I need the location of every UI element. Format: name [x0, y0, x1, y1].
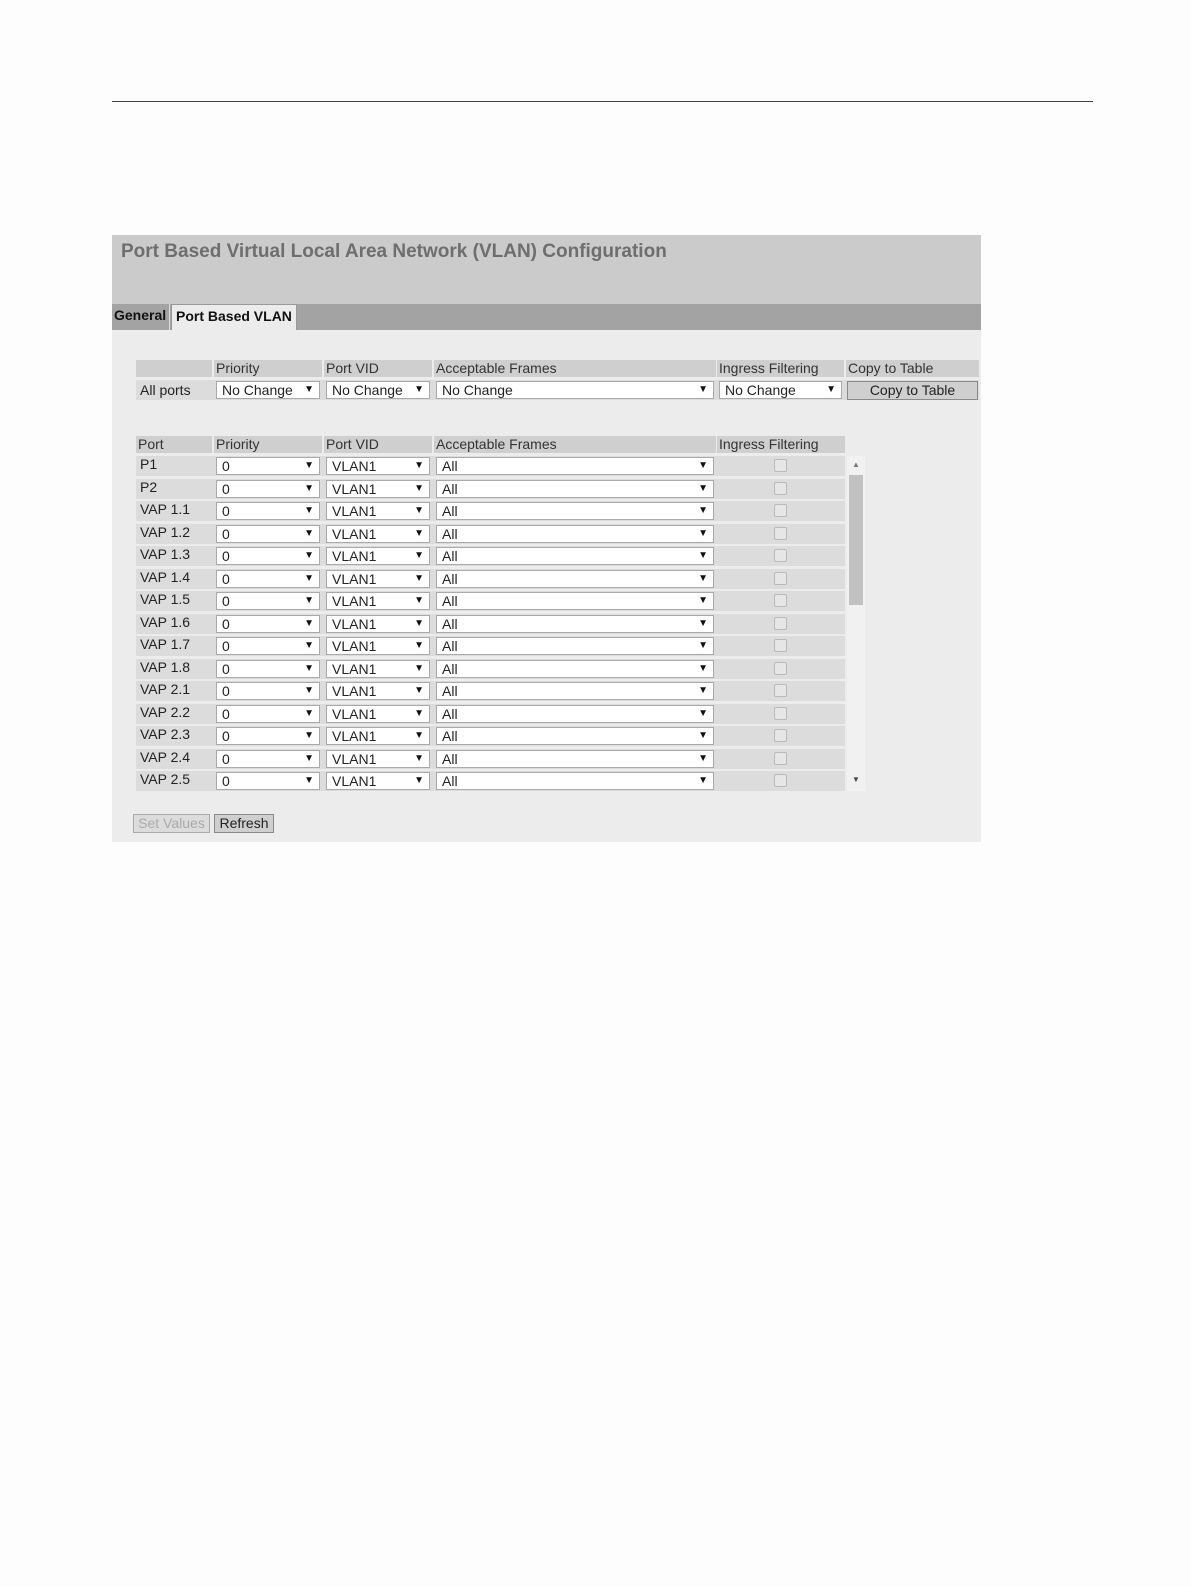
priority-select[interactable]: [216, 705, 320, 723]
tab-port-based-vlan[interactable]: Port Based VLAN: [171, 304, 297, 330]
dropdown-arrow-icon: ▼: [698, 482, 708, 494]
dropdown-arrow-icon: ▼: [698, 707, 708, 719]
dropdown-arrow-icon: ▼: [698, 572, 708, 584]
port-vid-select[interactable]: [326, 592, 430, 610]
port-label: VAP 2.3: [140, 726, 191, 742]
acceptable-frames-select[interactable]: [436, 727, 714, 745]
global-header-ingress-filtering: Ingress Filtering: [717, 360, 844, 377]
ingress-filtering-checkbox[interactable]: [774, 504, 787, 517]
dropdown-arrow-icon: ▼: [304, 662, 314, 674]
dropdown-arrow-icon: ▼: [304, 595, 314, 606]
dropdown-arrow-icon: ▼: [414, 550, 424, 561]
acceptable-frames-select[interactable]: [436, 637, 714, 655]
dropdown-arrow-icon: ▼: [414, 707, 424, 719]
priority-select[interactable]: [216, 502, 320, 520]
dropdown-arrow-icon: ▼: [698, 730, 708, 741]
port-vid-select[interactable]: [326, 750, 430, 768]
port-label: VAP 1.4: [140, 568, 191, 585]
dropdown-arrow-icon: ▼: [304, 685, 314, 696]
dropdown-arrow-icon: ▼: [414, 460, 424, 471]
priority-select[interactable]: [216, 570, 320, 588]
acceptable-frames-select-value: All: [442, 593, 458, 609]
priority-select-value: 0: [222, 480, 230, 497]
priority-select-value: 0: [222, 660, 230, 677]
page-title: Port Based Virtual Local Area Network (VLAN) Configuration: [121, 241, 667, 262]
dropdown-arrow-icon: ▼: [304, 730, 314, 741]
priority-select[interactable]: [216, 750, 320, 768]
ingress-filtering-checkbox[interactable]: [774, 572, 787, 585]
acceptable-frames-select[interactable]: [436, 592, 714, 610]
acceptable-frames-select[interactable]: [436, 705, 714, 723]
priority-select-value: 0: [222, 638, 230, 654]
ingress-filtering-checkbox[interactable]: [774, 617, 787, 630]
all-ports-ingress-select[interactable]: [719, 381, 842, 399]
all-ports-frames-value: No Change: [442, 382, 513, 398]
priority-select-value: 0: [222, 615, 230, 632]
acceptable-frames-select-value: All: [442, 660, 458, 677]
acceptable-frames-select[interactable]: [436, 750, 714, 768]
dropdown-arrow-icon: ▼: [698, 505, 708, 516]
global-header-blank: [136, 360, 212, 377]
tab-general[interactable]: General: [112, 304, 170, 330]
dropdown-arrow-icon: ▼: [698, 384, 708, 395]
priority-select[interactable]: [216, 592, 320, 610]
ingress-filtering-checkbox[interactable]: [774, 527, 787, 540]
dropdown-arrow-icon: ▼: [826, 384, 836, 395]
ingress-filtering-checkbox[interactable]: [774, 639, 787, 652]
table-scrollbar-thumb[interactable]: [849, 475, 863, 605]
port-vid-select-value: VLAN1: [332, 750, 377, 767]
table-header-port: Port: [136, 436, 212, 453]
priority-select[interactable]: [216, 525, 320, 543]
acceptable-frames-select[interactable]: [436, 660, 714, 678]
port-vid-select-value: VLAN1: [332, 458, 377, 474]
ingress-filtering-checkbox[interactable]: [774, 549, 787, 562]
acceptable-frames-select-value: All: [442, 773, 458, 789]
priority-select-value: 0: [222, 503, 230, 519]
set-values-button[interactable]: Set Values: [133, 814, 210, 833]
ingress-filtering-checkbox[interactable]: [774, 684, 787, 697]
acceptable-frames-select[interactable]: [436, 682, 714, 700]
acceptable-frames-select[interactable]: [436, 525, 714, 543]
acceptable-frames-select[interactable]: [436, 570, 714, 588]
dropdown-arrow-icon: ▼: [698, 640, 708, 651]
dropdown-arrow-icon: ▼: [414, 572, 424, 584]
port-label: VAP 1.6: [140, 613, 191, 630]
vlan-config-panel: [112, 235, 981, 842]
ingress-filtering-checkbox[interactable]: [774, 594, 787, 607]
dropdown-arrow-icon: ▼: [304, 640, 314, 651]
dropdown-arrow-icon: ▼: [304, 752, 314, 764]
port-vid-select[interactable]: [326, 615, 430, 633]
port-vid-select[interactable]: [326, 480, 430, 498]
acceptable-frames-select-value: All: [442, 638, 458, 654]
acceptable-frames-select-value: All: [442, 525, 458, 542]
dropdown-arrow-icon: ▼: [698, 550, 708, 561]
priority-select-value: 0: [222, 773, 230, 789]
global-header-copy-to-table: Copy to Table: [846, 360, 979, 377]
port-label: VAP 2.2: [140, 703, 191, 720]
port-vid-select-value: VLAN1: [332, 503, 377, 519]
priority-select-value: 0: [222, 728, 230, 744]
global-header-port-vid: Port VID: [324, 360, 432, 377]
port-label: VAP 1.7: [140, 636, 191, 652]
global-header-acceptable-frames: Acceptable Frames: [434, 360, 716, 377]
dropdown-arrow-icon: ▼: [304, 617, 314, 629]
dropdown-arrow-icon: ▼: [414, 730, 424, 741]
acceptable-frames-select-value: All: [442, 615, 458, 632]
port-label: VAP 2.1: [140, 681, 191, 697]
port-vid-select[interactable]: [326, 637, 430, 655]
ingress-filtering-checkbox[interactable]: [774, 774, 787, 787]
dropdown-arrow-icon: ▼: [414, 384, 424, 395]
port-vid-select[interactable]: [326, 660, 430, 678]
port-vid-select-value: VLAN1: [332, 638, 377, 654]
priority-select-value: 0: [222, 525, 230, 542]
all-ports-priority-value: No Change: [222, 382, 293, 398]
priority-select-value: 0: [222, 683, 230, 699]
priority-select[interactable]: [216, 772, 320, 790]
acceptable-frames-select-value: All: [442, 548, 458, 564]
dropdown-arrow-icon: ▼: [414, 775, 424, 786]
scroll-up-icon[interactable]: ▲: [852, 460, 860, 469]
ingress-filtering-checkbox[interactable]: [774, 459, 787, 472]
priority-select[interactable]: [216, 637, 320, 655]
priority-select[interactable]: [216, 547, 320, 565]
acceptable-frames-select-value: All: [442, 570, 458, 587]
port-label: VAP 2.5: [140, 771, 191, 787]
dropdown-arrow-icon: ▼: [698, 662, 708, 674]
dropdown-arrow-icon: ▼: [698, 617, 708, 629]
priority-select-value: 0: [222, 593, 230, 609]
dropdown-arrow-icon: ▼: [414, 482, 424, 494]
dropdown-arrow-icon: ▼: [698, 752, 708, 764]
ingress-filtering-checkbox[interactable]: [774, 729, 787, 742]
priority-select-value: 0: [222, 458, 230, 474]
dropdown-arrow-icon: ▼: [304, 550, 314, 561]
acceptable-frames-select-value: All: [442, 728, 458, 744]
dropdown-arrow-icon: ▼: [304, 460, 314, 471]
acceptable-frames-select[interactable]: [436, 547, 714, 565]
scroll-down-icon[interactable]: ▼: [852, 775, 860, 784]
port-vid-select[interactable]: [326, 772, 430, 790]
acceptable-frames-select-value: All: [442, 750, 458, 767]
dropdown-arrow-icon: ▼: [698, 685, 708, 696]
port-label: VAP 1.2: [140, 523, 191, 540]
acceptable-frames-select[interactable]: [436, 502, 714, 520]
all-ports-vid-value: No Change: [332, 382, 403, 398]
table-header-acceptable-frames: Acceptable Frames: [434, 436, 716, 453]
title-bar: [112, 235, 981, 304]
port-vid-select-value: VLAN1: [332, 660, 377, 677]
port-vid-select[interactable]: [326, 705, 430, 723]
all-ports-ingress-value: No Change: [725, 382, 796, 398]
page-rule: [112, 101, 1093, 102]
priority-select-value: 0: [222, 570, 230, 587]
dropdown-arrow-icon: ▼: [304, 505, 314, 516]
ingress-filtering-checkbox[interactable]: [774, 482, 787, 495]
port-label: P2: [140, 478, 158, 495]
tab-bar: [112, 304, 981, 330]
priority-select[interactable]: [216, 615, 320, 633]
priority-select[interactable]: [216, 682, 320, 700]
priority-select-value: 0: [222, 705, 230, 722]
port-vid-select-value: VLAN1: [332, 728, 377, 744]
ingress-filtering-checkbox[interactable]: [774, 662, 787, 675]
priority-select[interactable]: [216, 660, 320, 678]
port-vid-select[interactable]: [326, 682, 430, 700]
port-vid-select[interactable]: [326, 570, 430, 588]
acceptable-frames-select[interactable]: [436, 480, 714, 498]
port-vid-select-value: VLAN1: [332, 773, 377, 789]
dropdown-arrow-icon: ▼: [304, 384, 314, 395]
port-vid-select[interactable]: [326, 727, 430, 745]
port-label: VAP 2.4: [140, 748, 191, 765]
port-vid-select-value: VLAN1: [332, 705, 377, 722]
dropdown-arrow-icon: ▼: [414, 527, 424, 539]
port-vid-select[interactable]: [326, 525, 430, 543]
port-label: VAP 1.1: [140, 501, 191, 517]
port-vid-select-value: VLAN1: [332, 525, 377, 542]
acceptable-frames-select-value: All: [442, 503, 458, 519]
dropdown-arrow-icon: ▼: [414, 595, 424, 606]
port-vid-select-value: VLAN1: [332, 480, 377, 497]
table-header-ingress-filtering: Ingress Filtering: [717, 436, 845, 453]
priority-select-value: 0: [222, 750, 230, 767]
ingress-filtering-checkbox[interactable]: [774, 752, 787, 765]
port-vid-select[interactable]: [326, 502, 430, 520]
port-vid-select-value: VLAN1: [332, 593, 377, 609]
dropdown-arrow-icon: ▼: [698, 460, 708, 471]
refresh-button[interactable]: Refresh: [214, 814, 274, 833]
copy-to-table-button[interactable]: Copy to Table: [847, 381, 978, 400]
dropdown-arrow-icon: ▼: [304, 707, 314, 719]
port-label: VAP 1.5: [140, 591, 191, 607]
dropdown-arrow-icon: ▼: [304, 775, 314, 786]
ingress-filtering-checkbox[interactable]: [774, 707, 787, 720]
port-vid-select-value: VLAN1: [332, 615, 377, 632]
dropdown-arrow-icon: ▼: [698, 527, 708, 539]
table-header-priority: Priority: [214, 436, 322, 453]
port-label: VAP 1.3: [140, 546, 191, 562]
acceptable-frames-select-value: All: [442, 683, 458, 699]
acceptable-frames-select[interactable]: [436, 457, 714, 475]
port-vid-select-value: VLAN1: [332, 570, 377, 587]
dropdown-arrow-icon: ▼: [698, 595, 708, 606]
priority-select-value: 0: [222, 548, 230, 564]
all-ports-vid-select[interactable]: [326, 381, 430, 399]
all-ports-priority-select[interactable]: [216, 381, 320, 399]
port-vid-select-value: VLAN1: [332, 548, 377, 564]
dropdown-arrow-icon: ▼: [414, 505, 424, 516]
dropdown-arrow-icon: ▼: [698, 775, 708, 786]
port-vid-select[interactable]: [326, 547, 430, 565]
all-ports-frames-select[interactable]: [436, 381, 714, 399]
acceptable-frames-select-value: All: [442, 480, 458, 497]
all-ports-label: All ports: [140, 382, 191, 398]
dropdown-arrow-icon: ▼: [304, 572, 314, 584]
dropdown-arrow-icon: ▼: [304, 527, 314, 539]
acceptable-frames-select[interactable]: [436, 772, 714, 790]
acceptable-frames-select[interactable]: [436, 615, 714, 633]
dropdown-arrow-icon: ▼: [414, 662, 424, 674]
port-vid-select[interactable]: [326, 457, 430, 475]
dropdown-arrow-icon: ▼: [304, 482, 314, 494]
dropdown-arrow-icon: ▼: [414, 617, 424, 629]
global-header-priority: Priority: [214, 360, 322, 377]
dropdown-arrow-icon: ▼: [414, 752, 424, 764]
dropdown-arrow-icon: ▼: [414, 640, 424, 651]
priority-select[interactable]: [216, 480, 320, 498]
acceptable-frames-select-value: All: [442, 705, 458, 722]
port-label: VAP 1.8: [140, 658, 191, 675]
port-vid-select-value: VLAN1: [332, 683, 377, 699]
table-header-port-vid: Port VID: [324, 436, 432, 453]
acceptable-frames-select-value: All: [442, 458, 458, 474]
port-label: P1: [140, 456, 158, 472]
priority-select[interactable]: [216, 457, 320, 475]
dropdown-arrow-icon: ▼: [414, 685, 424, 696]
priority-select[interactable]: [216, 727, 320, 745]
